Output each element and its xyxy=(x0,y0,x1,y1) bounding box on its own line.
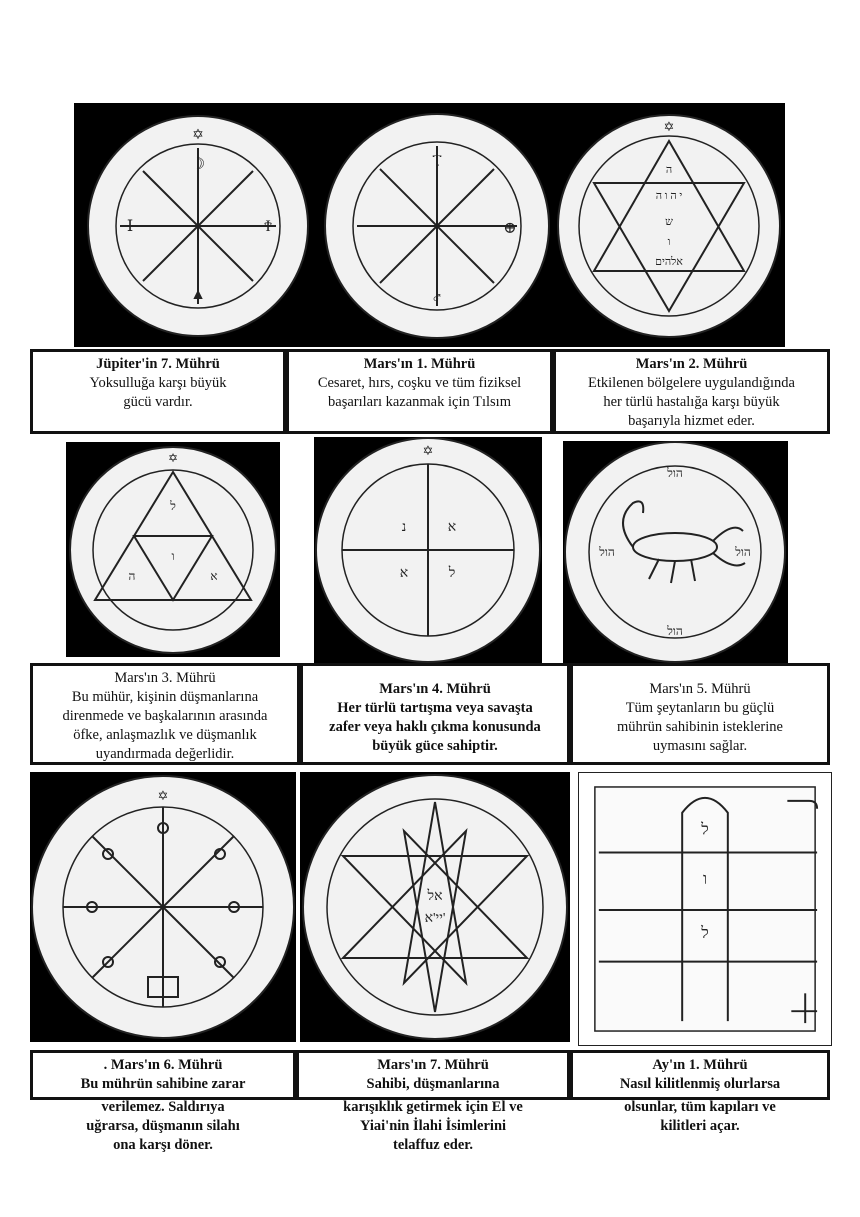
svg-text:Ϯ: Ϯ xyxy=(264,218,272,235)
seal-graphic xyxy=(554,103,785,347)
seal-desc-line: başarıyla hizmet eder. xyxy=(628,413,755,429)
seal-desc-line: Bu mühür, kişinin düşmanlarına xyxy=(71,689,259,705)
svg-text:הול: הול xyxy=(599,545,615,559)
svg-text:ה: ה xyxy=(128,569,136,583)
seal-desc-line: zafer veya haklı çıkma konusunda xyxy=(329,719,541,735)
seal-image-mars-1 xyxy=(320,103,554,347)
svg-text:נ: נ xyxy=(401,520,407,535)
star-of-david-icon: ✡ xyxy=(192,128,204,143)
svg-text:Ⅰ: Ⅰ xyxy=(126,218,134,235)
seal-desc-line: gücü vardır. xyxy=(123,394,193,410)
caption-mars-6 xyxy=(30,1050,296,1100)
caption-mars-2 xyxy=(553,349,830,434)
star-of-david-icon: ✡ xyxy=(663,119,675,134)
svg-text:י ה ו ה: י ה ו ה xyxy=(655,190,683,202)
seal-desc-line: Yoksulluğa karşı büyük xyxy=(89,375,227,391)
seal-graphic xyxy=(74,103,320,347)
caption-mars-5 xyxy=(570,663,830,765)
seal-title: Jüpiter'in 7. Mührü xyxy=(96,356,220,372)
seal-graphic xyxy=(314,437,542,663)
svg-text:ל: ל xyxy=(170,499,176,513)
seal-desc-line: telaffuz eder. xyxy=(393,1137,473,1153)
svg-text:ש: ש xyxy=(665,216,673,228)
seal-desc-line: başarıları kazanmak için Tılsım xyxy=(328,394,511,410)
svg-text:יי'א': יי'א' xyxy=(424,911,446,926)
star-of-david-icon: ✡ xyxy=(167,451,179,465)
seal-desc-line: kilitleri açar. xyxy=(660,1118,740,1134)
seal-title: Ay'ın 1. Mührü xyxy=(652,1057,748,1073)
svg-text:ו: ו xyxy=(171,549,175,563)
seal-title: Mars'ın 7. Mührü xyxy=(377,1057,489,1073)
seal-graphic xyxy=(579,773,831,1045)
seal-desc-line: verilemez. Saldırıya xyxy=(101,1099,225,1115)
seal-desc-line: büyük güce sahiptir. xyxy=(372,738,498,754)
svg-text:ה: ה xyxy=(665,164,673,176)
seal-image-jupiter-7 xyxy=(74,103,320,347)
seal-desc-line: Etkilenen bölgelere uygulandığında xyxy=(588,375,795,391)
svg-text:הול: הול xyxy=(667,466,683,480)
seal-desc-line: Her türlü tartışma veya savaşta xyxy=(337,700,533,716)
caption-mars-4 xyxy=(300,663,570,765)
seal-image-mars-7 xyxy=(300,772,570,1042)
caption-mars-1 xyxy=(286,349,553,434)
svg-text:♂: ♂ xyxy=(431,290,443,307)
star-of-david-icon: ✡ xyxy=(157,788,169,803)
seal-image-mars-3 xyxy=(66,442,280,657)
svg-text:☽: ☽ xyxy=(190,156,206,173)
svg-text:א: א xyxy=(210,569,218,583)
seal-title: Mars'ın 4. Mührü xyxy=(379,681,491,697)
seal-desc-line: Sahibi, düşmanlarına xyxy=(366,1076,500,1092)
seal-title: Mars'ın 3. Mührü xyxy=(114,670,216,686)
seal-image-mars-6 xyxy=(30,772,296,1042)
star-of-david-icon: ✡ xyxy=(422,443,434,458)
svg-text:ל: ל xyxy=(701,821,709,839)
seal-desc-line: direnmede ve başkalarının arasında xyxy=(62,708,268,724)
svg-text:א: א xyxy=(447,520,457,535)
seal-desc-line: Tüm şeytanların bu güçlü xyxy=(625,700,775,716)
seal-desc-line: uyandırmada değerlidir. xyxy=(95,746,235,762)
seal-desc-line: karışıklık getirmek için El ve xyxy=(343,1099,523,1115)
seal-graphic xyxy=(563,441,788,663)
seal-desc-line: Yiai'nin İlahi İsimlerini xyxy=(359,1118,507,1134)
caption-mars-6-continued xyxy=(30,1098,296,1155)
seal-image-mars-4 xyxy=(314,437,542,663)
svg-text:⊕: ⊕ xyxy=(503,220,517,237)
svg-text:הול: הול xyxy=(667,624,683,638)
seal-title: Mars'ın 2. Mührü xyxy=(635,356,748,372)
svg-text:אל: אל xyxy=(427,889,443,904)
svg-text:הול: הול xyxy=(735,545,751,559)
caption-mars-7 xyxy=(296,1050,570,1100)
seal-desc-line: ona karşı döner. xyxy=(113,1137,213,1153)
svg-text:▲: ▲ xyxy=(190,286,206,303)
seal-desc-line: Cesaret, hırs, coşku ve tüm fiziksel xyxy=(317,375,522,391)
seal-image-mars-2 xyxy=(554,103,785,347)
seal-graphic xyxy=(30,772,296,1042)
caption-jupiter-7 xyxy=(30,349,286,434)
seal-graphic xyxy=(300,772,570,1042)
seal-desc-line: Bu mührün sahibine zarar xyxy=(80,1076,246,1092)
seal-desc-line: Nasıl kilitlenmiş olurlarsa xyxy=(619,1076,781,1092)
seal-graphic xyxy=(320,103,554,347)
svg-text:ו: ו xyxy=(702,871,708,889)
caption-mars-7-continued xyxy=(296,1098,570,1155)
caption-moon-1 xyxy=(570,1050,830,1100)
seal-desc-line: uymasını sağlar. xyxy=(652,738,748,754)
seal-graphic xyxy=(66,442,280,657)
seal-desc-line: uğrarsa, düşmanın silahı xyxy=(86,1118,240,1134)
caption-moon-1-continued xyxy=(570,1098,830,1136)
seal-image-mars-5 xyxy=(563,441,788,663)
seal-desc-line: her türlü hastalığa karşı büyük xyxy=(603,394,780,410)
svg-text:א: א xyxy=(399,566,409,581)
svg-text:Ⲧ: Ⲧ xyxy=(432,153,442,170)
seal-desc-line: mührün sahibinin isteklerine xyxy=(617,719,783,735)
svg-text:ו: ו xyxy=(667,236,671,248)
svg-text:ל: ל xyxy=(701,924,709,942)
seal-title: Mars'ın 1. Mührü xyxy=(363,356,476,372)
caption-mars-3 xyxy=(30,663,300,765)
seal-image-moon-1 xyxy=(578,772,832,1046)
seal-title: Mars'ın 5. Mührü xyxy=(649,681,751,697)
seal-title: . Mars'ın 6. Mührü xyxy=(103,1057,223,1073)
seal-desc-line: olsunlar, tüm kapıları ve xyxy=(624,1099,776,1115)
seal-desc-line: öfke, anlaşmazlık ve düşmanlık xyxy=(73,727,257,743)
svg-text:ל: ל xyxy=(448,566,456,581)
svg-text:אלהים: אלהים xyxy=(655,256,683,268)
